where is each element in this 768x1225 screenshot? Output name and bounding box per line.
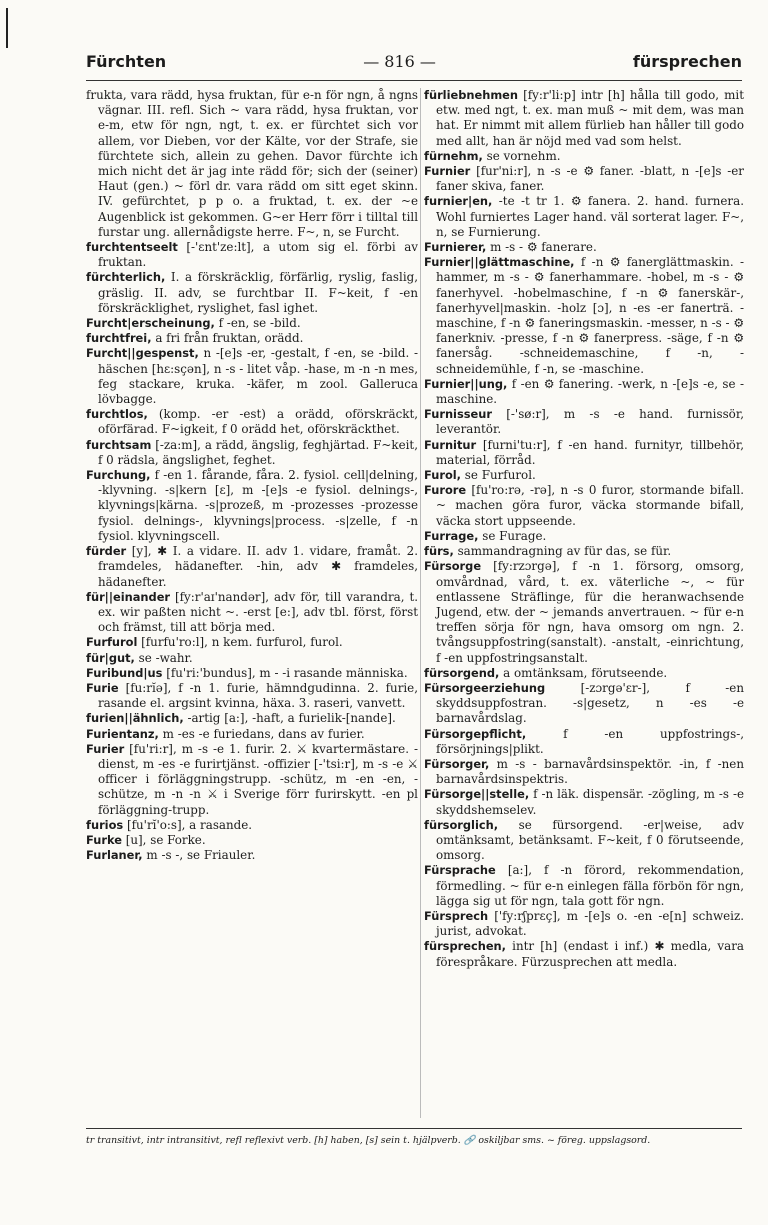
- entry-headword: Furnier||glättmaschine,: [424, 255, 575, 270]
- dictionary-entry: [86, 316, 418, 331]
- entry-headword: Furcht|erscheinung,: [86, 316, 215, 331]
- dictionary-entry: [86, 681, 418, 711]
- entry-headword: furchtentseelt: [86, 240, 178, 255]
- dictionary-entry: [424, 757, 744, 787]
- dictionary-entry: [424, 863, 744, 909]
- entry-headword: Furie: [86, 680, 119, 695]
- entry-definition: intr [h] (endast i inf.) ✱ medla, vara förespråkare. Fürzusprechen att medla.: [436, 939, 744, 969]
- entry-definition: frukta, vara rädd, hysa fruktan, für e-n för ngn, å ngns vägnar. III. refl. Sich ~ vara rädd, hysa fruktan, vor e-m, etw för ngn, ngt, t. ex. er fürchtet sich vor allem, vor Dieben, vor der Kälte, vor der Strafe, sie fürchtete sich, allein zu gehen. Davor fürchte ich mich nicht det är jag inte rädd för; sich der (seiner) Haut (gen.) ~ förl dr. vara rädd om sitt eget skinn. IV. gefürchtet, p p o. a fruktad, t. ex. der ~e Augenblick ist gekommen. G~er Herr förr i tilltal till furstar ung. allernådigste herre. F~, n, se Furcht.: [86, 88, 418, 239]
- entry-definition: n -[e]s -er, -gestalt, f -en, se -bild. -häschen [hɛ:sçən], n -s - litet våp. -hase, m -n -n mes, feg stackare, kruka. -käfer, m zool. Galleruca lövbagge.: [98, 346, 418, 407]
- entry-definition: a omtänksam, förutseende.: [503, 665, 668, 680]
- entry-headword: Furier: [86, 741, 125, 756]
- entry-headword: Fürsprech: [424, 908, 489, 923]
- dictionary-entry: [86, 711, 418, 726]
- entry-headword: furnier|en,: [424, 194, 493, 209]
- entry-headword: Fürsorger,: [424, 756, 490, 771]
- dictionary-entry: [424, 666, 744, 681]
- entry-definition: [fu'ro:rə, -rə], n -s 0 furor, stormande bifall. ~ machen göra furor, väcka stormande bifall, väcka stort uppseende.: [436, 483, 744, 528]
- dictionary-entry: [86, 270, 418, 316]
- dictionary-entry: [86, 331, 418, 346]
- dictionary-entry: [86, 833, 418, 848]
- entry-headword: Furnierer,: [424, 240, 487, 255]
- entry-definition: [-zɔrgə'ɛr-], f -en skyddsuppfostran. -s|gesetz, n -es -e barnavårdslag.: [436, 680, 744, 726]
- left-column: [86, 88, 418, 1118]
- entry-definition: [a:], f -n förord, rekommendation, förmedling. ~ für e-n einlegen fälla förbön för ngn, lägga sig ut för ngn, tala gott för ngn.: [436, 863, 744, 908]
- entry-definition: [fu'rĭ'o:s], a rasande.: [126, 817, 253, 832]
- dictionary-entry: [424, 468, 744, 483]
- entry-headword: Furnisseur: [424, 407, 492, 422]
- dictionary-entry: [86, 590, 418, 636]
- dictionary-entry: [424, 909, 744, 939]
- dictionary-entry: [86, 727, 418, 742]
- entry-definition: -te -t tr 1. ⚙ fanera. 2. hand. furnera. Wohl furniertes Lager hand. väl sorterat lager. F~, n, se Furnierung.: [436, 194, 744, 239]
- dictionary-entry: [86, 848, 418, 863]
- header-right-word: fürsprechen: [632, 52, 742, 71]
- header-left-word: Fürchten: [86, 52, 167, 71]
- entry-headword: furien||ähnlich,: [86, 711, 184, 726]
- entry-headword: Fürsorgepflicht,: [424, 726, 527, 741]
- entry-headword: Furke: [86, 832, 122, 847]
- entry-definition: [fy:r'li:p] intr [h] hålla till godo, mit etw. med ngt, t. ex. man muß ~ mit dem, was man hat. Er nimmt mit allem fürlieb han håller till godo med allt, han är nöjd med vad som helst.: [436, 88, 744, 148]
- dictionary-entry: [86, 468, 418, 544]
- entry-definition: [u], se Forke.: [125, 832, 206, 847]
- dictionary-entry: [424, 483, 744, 529]
- entry-headword: Furfurol: [86, 635, 138, 650]
- entry-definition: (komp. -er -est) a orädd, oförskräckt, oförfärad. F~igkeit, f 0 orädd het, oförskräckthet.: [98, 407, 418, 437]
- entry-headword: Furientanz,: [86, 726, 159, 741]
- dictionary-entry: [86, 635, 418, 650]
- entry-definition: [fy:r'aɪ'nandər], adv för, till varandra, t. ex. wir paßten nicht ~. -erst [e:], adv tbl. först, först och främst, till att börja med.: [98, 589, 418, 635]
- entry-headword: fürsorgend,: [424, 665, 500, 680]
- entry-headword: furios: [86, 817, 124, 832]
- dictionary-entry: [424, 149, 744, 164]
- entry-definition: se fürsorgend. -er|weise, adv omtänksamt, betänksamt. F~keit, f 0 förutseende, omsorg.: [436, 817, 744, 863]
- entry-definition: [furfu'ro:l], n kem. furfurol, furol.: [141, 635, 343, 650]
- entry-headword: fürchterlich,: [86, 270, 166, 285]
- entry-definition: [fur'ni:r], n -s -e ⚙ faner. -blatt, n -[e]s -er faner skiva, faner.: [436, 164, 744, 194]
- abbreviation-legend: tr transitivt, intr intransitivt, refl reflexivt verb. [h] haben, [s] sein t. hjälpverb. 🔗 oskiljbar sms. ~ föreg. uppslagsord.: [86, 1135, 651, 1146]
- entry-definition: [y], ✱ I. a vidare. II. adv 1. vidare, framåt. 2. framdeles, hädanefter. -hin, adv ✱ framdeles, hädanefter.: [98, 544, 418, 589]
- dictionary-entry: [424, 240, 744, 255]
- entry-definition: se vornehm.: [486, 148, 561, 163]
- dictionary-entry: [424, 194, 744, 240]
- entry-headword: Furlaner,: [86, 848, 143, 863]
- column-separator: [420, 88, 421, 1118]
- entry-definition: [fy:rzɔrgə], f -n 1. försorg, omsorg, omvårdnad, vård, t. ex. väterliche ~, ~ für entlassene Sträflinge, für die heranwachsende Jugend, etw. der ~ jemands anvertrauen. ~ für e-n treffen sörja för ngn, hava omsorg om ngn. 2. tvångsuppfostring(sanstalt). -anstalt, -einrichtung, f -en uppfostringsanstalt.: [436, 559, 744, 665]
- entry-headword: Fürsorgeerziehung: [424, 680, 546, 695]
- entry-definition: [fu:rĭə], f -n 1. furie, hämndgudinna. 2. furie, rasande el. argsint kvinna, häxa. 3. raseri, vanvett.: [98, 680, 418, 711]
- entry-headword: Fürsorge: [424, 559, 482, 574]
- dictionary-entry: [424, 939, 744, 969]
- entry-headword: fürder: [86, 544, 127, 559]
- entry-headword: fürliebnehmen: [424, 88, 519, 102]
- dictionary-entry: [424, 438, 744, 468]
- dictionary-entry: [86, 88, 418, 240]
- entry-headword: Furibund|us: [86, 665, 163, 680]
- entry-headword: Furnitur: [424, 437, 477, 452]
- dictionary-entry: [86, 438, 418, 468]
- scan-margin-mark: [6, 8, 8, 48]
- dictionary-entry: [86, 742, 418, 818]
- entry-headword: fürsorglich,: [424, 817, 499, 832]
- dictionary-entry: [86, 240, 418, 270]
- dictionary-entry: [424, 407, 744, 437]
- entry-definition: sammandragning av für das, se für.: [457, 544, 672, 559]
- dictionary-entry: [424, 529, 744, 544]
- dictionary-entry: [86, 666, 418, 681]
- entry-headword: furchtsam: [86, 437, 152, 452]
- entry-headword: Furrage,: [424, 528, 479, 543]
- dictionary-entry: [424, 681, 744, 727]
- entry-definition: se Furfurol.: [464, 468, 536, 483]
- entry-definition: a fri från fruktan, orädd.: [155, 331, 304, 346]
- entry-definition: f -n ⚙ fanerglättmaskin. -hammer, m -s - ⚙ fanerhammare. -hobel, m -s - ⚙ fanerhyvel. -hobelmaschine, f -n ⚙ fanerskär-, fanerhyvel|maskin. -holz [ɔ], n -es -er fanerträ. -maschine, f -n ⚙ faneringsmaskin. -messer, n -s - ⚙ fanerkniv. -presse, f -n ⚙ fanerpress. -säge, f -n ⚙ fanersåg. -schneidemaschine, f -n, -schneidemühle, f -n, se -maschine.: [436, 255, 744, 376]
- entry-definition: se Furage.: [482, 528, 547, 543]
- entry-definition: [-za:m], a rädd, ängslig, feghjärtad. F~keit, f 0 rädsla, ängslighet, feghet.: [98, 437, 418, 467]
- entry-headword: furchtfrei,: [86, 331, 152, 346]
- entry-headword: Fürsprache: [424, 863, 496, 878]
- entry-headword: Furnier: [424, 164, 471, 179]
- entry-definition: [-'sø:r], m -s -e hand. furnissör, leverantör.: [436, 407, 744, 437]
- entry-definition: m -s - barnavårdsinspektör. -in, f -nen barnavårdsinspektris.: [436, 756, 744, 787]
- dictionary-entry: [424, 559, 744, 665]
- entry-headword: für|gut,: [86, 650, 135, 665]
- entry-headword: Furol,: [424, 468, 461, 483]
- entry-definition: [-'ɛnt'ze:lt], a utom sig el. förbi av fruktan.: [98, 240, 418, 270]
- header-rule: [86, 80, 742, 81]
- dictionary-entry: [424, 255, 744, 377]
- entry-headword: furchtlos,: [86, 407, 148, 422]
- entry-headword: Furchung,: [86, 468, 151, 483]
- entry-definition: I. a förskräcklig, förfärlig, ryslig, faslig, gräslig. II. adv, se furchtbar II. F~keit, f -en förskräcklighet, ryslighet, fasl ighet.: [98, 270, 418, 315]
- entry-definition: f -en ⚙ fanering. -werk, n -[e]s -e, se -maschine.: [436, 376, 744, 407]
- page-number: — 816 —: [363, 52, 436, 71]
- dictionary-entry: [86, 346, 418, 407]
- entry-definition: f -en 1. fårande, fåra. 2. fysiol. cell|delning, -klyvning. -s|kern [ɛ], m -[e]s -e fysiol. delnings-, klyvnings|kärna. -s|prozeß, m -prozesses -prozesse fysiol. delnings-, klyvnings|process. -s|zelle, f -n fysiol. klyvningscell.: [98, 468, 418, 543]
- entry-definition: m -s -, se Friauler.: [146, 848, 256, 863]
- dictionary-entry: [86, 407, 418, 437]
- page-header: [86, 52, 742, 80]
- right-column: [424, 88, 744, 1118]
- entry-definition: [fu'ri:r], m -s -e 1. furir. 2. ⚔ kvartermästare. -dienst, m -es -e furirtjänst. -offizier [-'tsi:r], m -s -e ⚔ officer i förläggningstrupp. -schütz, m -en -en, -schütze, m -n -n ⚔ i Sverige förr furirskytt. -en pl förläggning-trupp.: [98, 741, 418, 817]
- entry-definition: ['fy:rʃprɛç], m -[e]s o. -en -e[n] schweiz. jurist, advokat.: [436, 908, 744, 939]
- dictionary-entry: [424, 88, 744, 149]
- entry-headword: fürsprechen,: [424, 939, 506, 954]
- entry-headword: für||einander: [86, 589, 171, 604]
- entry-definition: f -en uppfostrings-, försörjnings|plikt.: [436, 726, 744, 756]
- dictionary-entry: [86, 818, 418, 833]
- entry-headword: Furcht||gespenst,: [86, 346, 199, 361]
- entry-headword: fürnehm,: [424, 148, 483, 163]
- entry-definition: -artig [a:], -haft, a furielik-[nande].: [187, 711, 396, 726]
- dictionary-entry: [86, 651, 418, 666]
- dictionary-entry: [424, 544, 744, 559]
- entry-definition: se -wahr.: [138, 650, 193, 665]
- entry-definition: m -es -e furiedans, dans av furier.: [162, 726, 365, 741]
- footer-rule: [86, 1128, 742, 1129]
- entry-headword: Fürsorge||stelle,: [424, 787, 530, 802]
- entry-headword: Furore: [424, 483, 467, 498]
- entry-definition: m -s - ⚙ fanerare.: [490, 240, 597, 255]
- entry-definition: f -n läk. dispensär. -zögling, m -s -e skyddshemselev.: [436, 787, 744, 817]
- entry-headword: fürs,: [424, 544, 454, 559]
- dictionary-entry: [424, 727, 744, 757]
- entry-definition: [furni'tu:r], f -en hand. furnityr, tillbehör, material, förråd.: [436, 437, 744, 467]
- dictionary-entry: [424, 818, 744, 864]
- dictionary-entry: [424, 787, 744, 817]
- entry-definition: [fu'ri:'bundus], m - -i rasande människa.: [166, 665, 408, 680]
- entry-definition: f -en, se -bild.: [218, 316, 301, 331]
- dictionary-entry: [424, 164, 744, 194]
- dictionary-entry: [86, 544, 418, 590]
- dictionary-entry: [424, 377, 744, 407]
- entry-headword: Furnier||ung,: [424, 376, 508, 391]
